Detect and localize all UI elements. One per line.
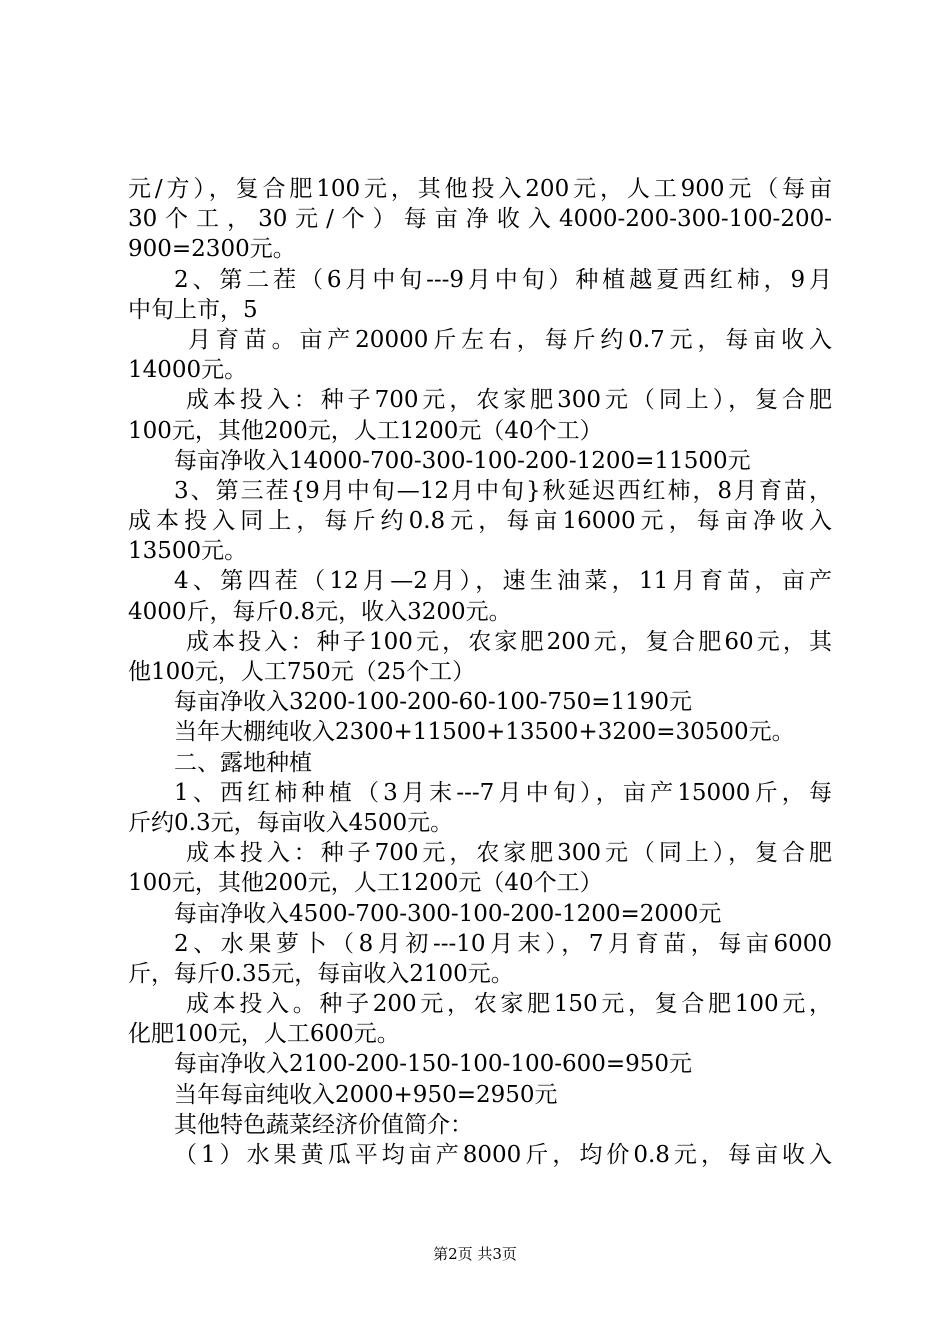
text-line: 化肥100元，人工600元。 [128, 1021, 400, 1048]
text-line: 中旬上市，5 [128, 296, 258, 323]
document-body [128, 174, 832, 1170]
text-line: 成本投入。种子200元，农家肥150元，复合肥100元， [186, 991, 832, 1018]
text-line: 每亩净收入3200-100-200-60-100-750=1190元 [174, 689, 693, 716]
text-line: 4000斤，每斤0.8元，收入3200元。 [128, 598, 512, 625]
text-line: 3、第三茬{9月中旬—12月中旬}秋延迟西红柿，8月育苗， [174, 477, 832, 504]
section-heading: 二、露地种植 [174, 749, 312, 776]
text-line: 每亩净收入14000-700-300-100-200-1200=11500元 [174, 447, 751, 474]
text-line: 14000元。 [128, 357, 248, 384]
text-line: 900=2300元。 [128, 236, 296, 263]
text-line: 斤约0.3元，每亩收入4500元。 [128, 809, 454, 836]
page-footer: 第2页 共3页 [433, 1245, 517, 1263]
text-line: 月育苗。亩产20000斤左右，每斤约0.7元，每亩收入 [188, 326, 832, 353]
text-line: 100元，其他200元，人工1200元（40个工） [128, 870, 603, 897]
text-line: 2、第二茬（6月中旬---9月中旬）种植越夏西红柿，9月 [174, 266, 832, 293]
text-line: （1）水果黄瓜平均亩产8000斤，均价0.8元，每亩收入 [174, 1142, 832, 1168]
text-line: 其他特色蔬菜经济价值简介： [174, 1111, 473, 1138]
text-line: 当年每亩纯收入2000+950=2950元 [174, 1081, 558, 1108]
text-line: 每亩净收入2100-200-150-100-100-600=950元 [174, 1051, 693, 1078]
text-line: 100元，其他200元，人工1200元（40个工） [128, 417, 603, 444]
text-line: 成本投入：种子700元，农家肥300元（同上），复合肥 [186, 840, 832, 867]
text-line: 30 个 工 ， 30 元 / 个 ） 每 亩 净 收 入 4000-200-300-100-200- [128, 206, 832, 233]
text-line: 当年大棚纯收入2300+11500+13500+3200=30500元。 [174, 719, 795, 746]
text-line: 成本投入：种子100元，农家肥200元，复合肥60元，其 [186, 628, 832, 655]
text-line: 成本投入同上，每斤约0.8元，每亩16000元，每亩净收入 [128, 508, 832, 535]
text-line: 每亩净收入4500-700-300-100-200-1200=2000元 [174, 900, 722, 927]
text-line: 元/方），复合肥100元，其他投入200元，人工900元（每亩 [128, 176, 832, 202]
text-line: 4、第四茬（12月—2月），速生油菜，11月育苗，亩产 [174, 568, 832, 595]
text-line: 成本投入：种子700元，农家肥300元（同上），复合肥 [186, 387, 832, 414]
text-line: 他100元，人工750元（25个工） [128, 659, 476, 685]
text-line: 13500元。 [128, 538, 248, 565]
text-line: 1、西红柿种植（3月末---7月中旬），亩产15000斤，每 [174, 779, 832, 806]
text-line: 2、水果萝卜（8月初---10月末），7月育苗，每亩6000 [174, 930, 832, 957]
text-line: 斤，每斤0.35元，每亩收入2100元。 [128, 960, 514, 987]
